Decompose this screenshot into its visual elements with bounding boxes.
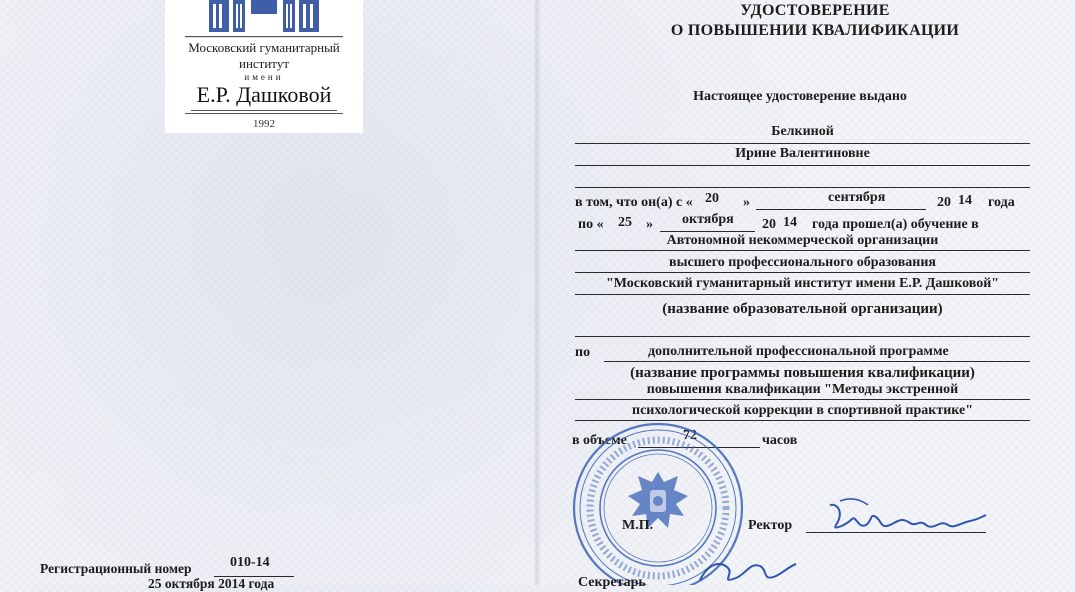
institute-logo bbox=[165, 0, 363, 133]
program-line2: повышения квалификации "Методы экстренной bbox=[646, 382, 959, 397]
org-line1-underline bbox=[575, 250, 1030, 251]
completed-text: года прошел(а) обучение в bbox=[812, 217, 979, 232]
secretary-signature-icon bbox=[690, 558, 800, 585]
hours-word: часов bbox=[762, 433, 798, 448]
start-year: 14 bbox=[958, 193, 972, 208]
end-day: 25 bbox=[618, 215, 632, 230]
period-prefix: в том, что он(а) с « bbox=[575, 195, 693, 210]
start-year-word: года bbox=[988, 195, 1015, 210]
registration-label: Регистрационный номер bbox=[40, 561, 192, 576]
secretary-label: Секретарь bbox=[578, 575, 646, 590]
page-fold bbox=[534, 0, 540, 585]
hours-value: 72 bbox=[683, 428, 697, 443]
surname-underline bbox=[575, 143, 1030, 144]
logo-year: 1992 bbox=[253, 118, 275, 130]
end-year: 14 bbox=[783, 215, 797, 230]
program-prefix: по bbox=[575, 345, 591, 360]
org-line2: высшего профессионального образования bbox=[669, 255, 936, 270]
start-month: сентября bbox=[828, 190, 886, 205]
start-month-underline bbox=[756, 209, 926, 210]
volume-prefix: в объеме bbox=[572, 433, 627, 448]
logo-imeni: имени bbox=[244, 72, 284, 82]
name-underline bbox=[575, 165, 1030, 166]
logo-surname: Е.Р. Дашковой bbox=[196, 82, 332, 107]
recipient-surname: Белкиной bbox=[771, 124, 834, 139]
program-line2-underline bbox=[575, 399, 1030, 400]
org-line1: Автономной некоммерческой организации bbox=[666, 233, 939, 248]
end-prefix: по « bbox=[578, 217, 604, 232]
issued-to-text: Настоящее удостоверение выдано bbox=[693, 89, 907, 104]
rector-signature-icon bbox=[810, 495, 990, 540]
stamp-place-label: М.П. bbox=[622, 518, 654, 533]
program-line1-underline bbox=[604, 361, 1030, 362]
certificate-title-line1: УДОСТОВЕРЕНИЕ bbox=[740, 2, 890, 19]
org-line3-underline bbox=[575, 294, 1030, 295]
blank-underline bbox=[575, 187, 1030, 188]
end-month-underline bbox=[660, 231, 755, 232]
program-line3: психологической коррекции в спортивной практике" bbox=[632, 403, 973, 418]
logo-line1: Московский гуманитарный bbox=[188, 40, 340, 55]
org-line3: "Московский гуманитарный институт имени Е.Р. Дашковой" bbox=[605, 276, 1000, 291]
certificate-title-line2: О ПОВЫШЕНИИ КВАЛИФИКАЦИИ bbox=[670, 22, 960, 39]
program-line1: дополнительной профессиональной программе bbox=[648, 344, 949, 359]
start-day-quote: » bbox=[743, 195, 750, 210]
end-month: октября bbox=[682, 212, 734, 227]
logo-institute-name bbox=[165, 40, 363, 72]
logo-line2: институт bbox=[238, 56, 289, 71]
registration-number: 010-14 bbox=[230, 555, 270, 570]
org-caption: (название образовательной организации) bbox=[662, 301, 943, 317]
rector-label: Ректор bbox=[748, 518, 793, 533]
start-day: 20 bbox=[705, 191, 719, 206]
registration-date: 25 октября 2014 года bbox=[148, 576, 275, 591]
org-line2-underline bbox=[575, 272, 1030, 273]
end-year-prefix: 20 bbox=[762, 217, 776, 232]
start-year-prefix: 20 bbox=[937, 195, 951, 210]
program-caption: (название программы повышения квалификации) bbox=[630, 365, 975, 381]
end-day-quote: » bbox=[646, 217, 653, 232]
blank-underline-2 bbox=[575, 336, 1030, 337]
recipient-name: Ирине Валентиновне bbox=[735, 146, 870, 161]
